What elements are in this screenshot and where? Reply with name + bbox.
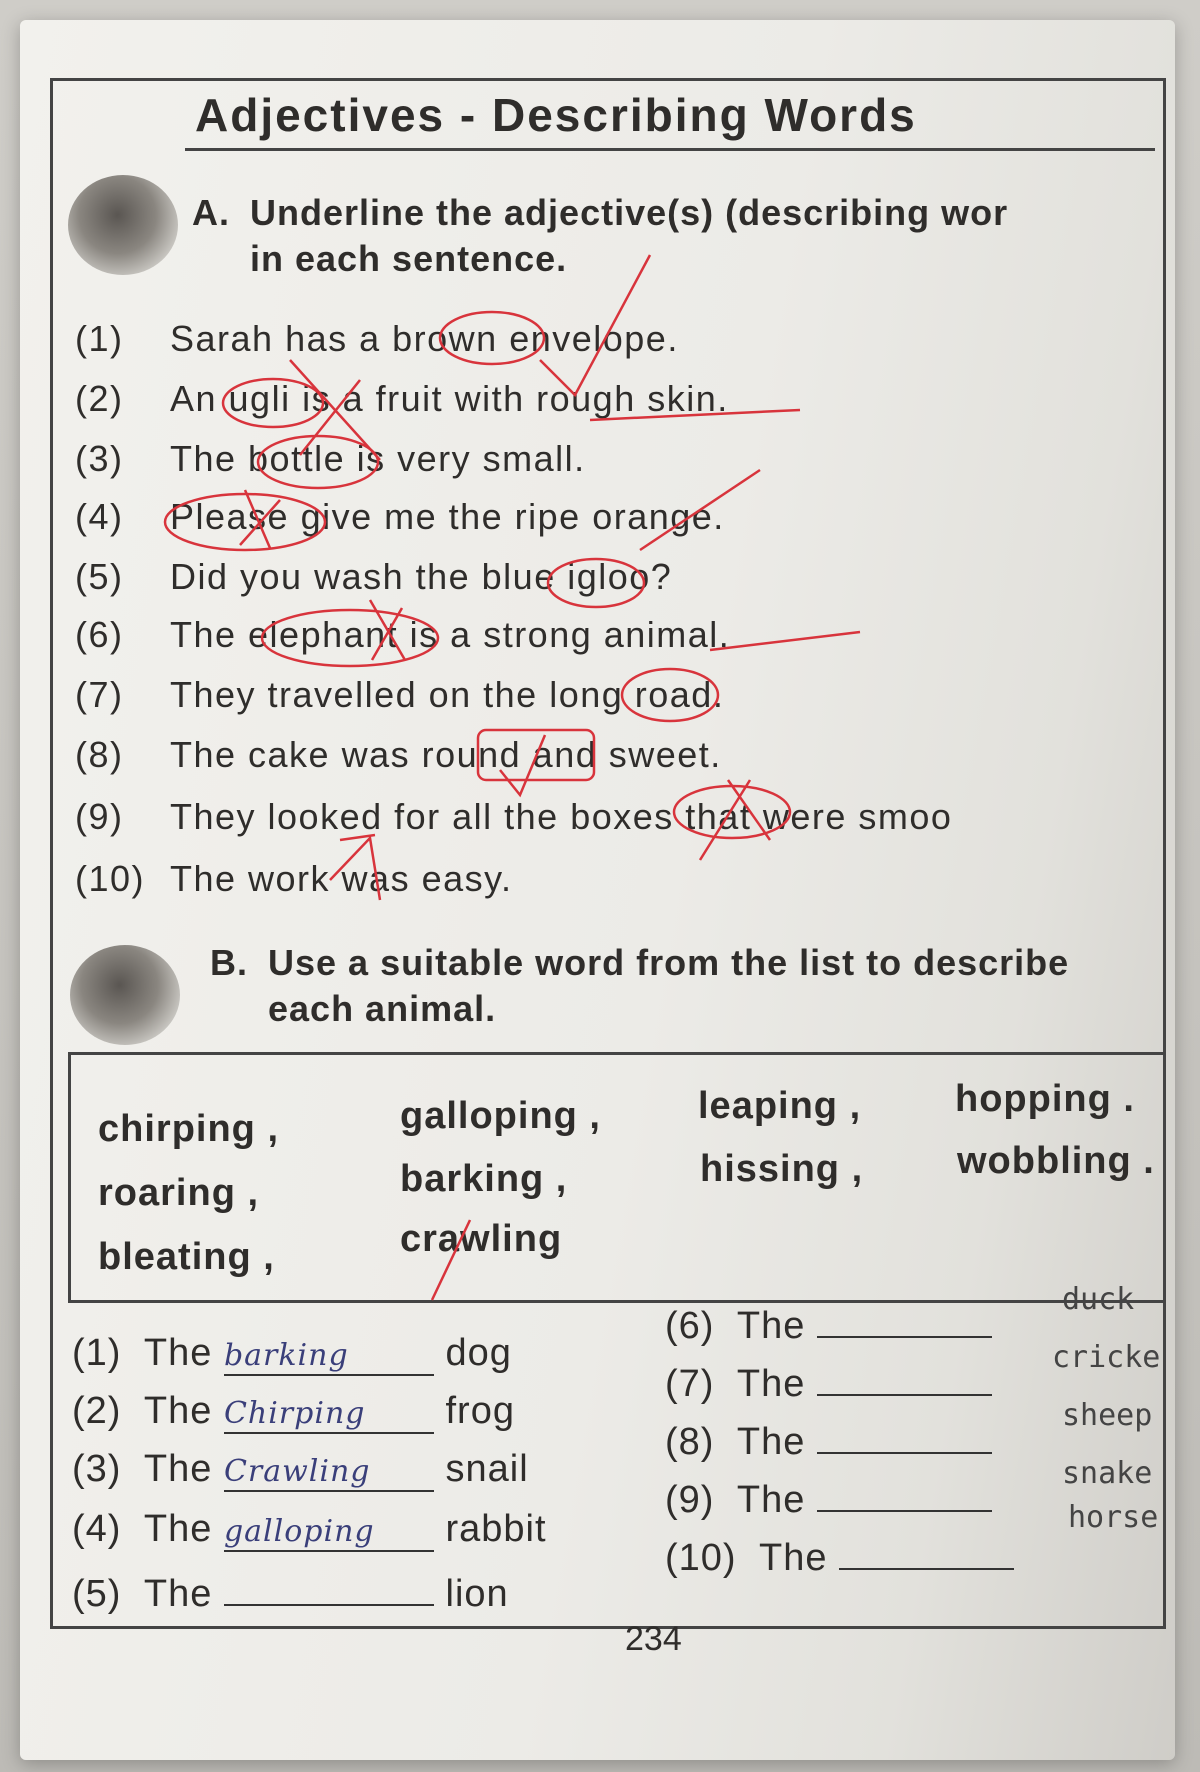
sentence-number: (7)	[75, 674, 124, 715]
animal-item-8	[665, 1416, 992, 1464]
sentence-3	[75, 438, 586, 480]
section-a-letter: A.	[192, 192, 230, 233]
animal-item-4	[72, 1508, 547, 1552]
sentence-1	[75, 318, 679, 360]
title-underline	[185, 148, 1155, 151]
sentence-text: The bottle is very small.	[170, 438, 586, 479]
item-the: The	[143, 1390, 213, 1432]
answer-field[interactable]	[817, 1474, 992, 1512]
item-animal: duck	[1062, 1282, 1135, 1317]
answer-field[interactable]	[839, 1532, 1014, 1570]
section-a-instruction-line1: Underline the adjective(s) (describing wor	[250, 192, 1009, 233]
item-the: The	[736, 1363, 806, 1405]
answer-field[interactable]: Crawling	[224, 1454, 434, 1492]
page-title: Adjectives - Describing Words	[195, 89, 917, 141]
sentence-text: They looked for all the boxes that were smoo	[170, 796, 953, 837]
item-animal: snake	[1062, 1456, 1153, 1491]
answer-field[interactable]: galloping	[224, 1514, 434, 1552]
item-the: The	[143, 1573, 213, 1615]
sentence-number: (2)	[75, 378, 124, 419]
sentence-text: Please give me the ripe orange.	[170, 496, 725, 537]
sentence-text: Did you wash the blue igloo?	[170, 556, 673, 597]
item-the: The	[736, 1421, 806, 1463]
item-the: The	[143, 1508, 213, 1550]
answer-field[interactable]	[817, 1300, 992, 1338]
item-the: The	[759, 1537, 828, 1579]
sentence-text: The work was easy.	[170, 858, 513, 899]
sentence-number: (10)	[75, 858, 146, 899]
sentence-2	[75, 378, 729, 420]
sentence-number: (6)	[75, 614, 124, 655]
word-roaring: roaring ,	[98, 1172, 260, 1214]
animal-item-9	[665, 1474, 992, 1522]
page-number: 234	[625, 1620, 682, 1658]
answer-field[interactable]	[224, 1568, 434, 1606]
item-animal: dog	[445, 1332, 512, 1374]
sentence-9	[75, 796, 952, 838]
word-hissing: hissing ,	[700, 1148, 864, 1190]
animal-item-6	[665, 1300, 992, 1348]
animal-item-3	[72, 1448, 529, 1492]
section-b-instruction	[210, 940, 1069, 1032]
section-b-letter: B.	[210, 942, 248, 983]
answer-field[interactable]: Chirping	[224, 1396, 434, 1434]
sentence-number: (8)	[75, 734, 124, 775]
sentence-number: (1)	[75, 318, 124, 359]
sentence-text: An ugli is a fruit with rough skin.	[170, 378, 729, 419]
sentence-8	[75, 734, 722, 776]
sentence-7	[75, 674, 724, 716]
item-number: (7)	[665, 1363, 715, 1405]
item-animal: snail	[445, 1448, 529, 1490]
animal-item-5	[72, 1568, 509, 1616]
word-galloping: galloping ,	[400, 1095, 601, 1137]
item-animal: cricke	[1052, 1340, 1161, 1375]
item-number: (6)	[665, 1305, 715, 1347]
owl-icon	[70, 945, 180, 1045]
word-leaping: leaping ,	[698, 1085, 862, 1127]
item-the: The	[143, 1332, 213, 1374]
animal-item-1	[72, 1332, 512, 1376]
sentence-number: (5)	[75, 556, 124, 597]
sentence-4	[75, 496, 725, 538]
word-chirping: chirping ,	[98, 1108, 279, 1150]
item-animal: rabbit	[445, 1508, 547, 1550]
item-animal: lion	[445, 1573, 509, 1615]
animal-item-2	[72, 1390, 515, 1434]
animal-item-7	[665, 1358, 992, 1406]
word-barking: barking ,	[400, 1158, 568, 1200]
word-crawling: crawling	[400, 1218, 563, 1260]
item-number: (5)	[72, 1573, 122, 1615]
answer-field[interactable]	[817, 1358, 992, 1396]
sentence-number: (3)	[75, 438, 124, 479]
sentence-5	[75, 556, 672, 598]
sentence-text: The elephant is a strong animal.	[170, 614, 731, 655]
animal-item-10	[665, 1532, 1014, 1580]
item-the: The	[736, 1305, 806, 1347]
word-hopping: hopping .	[955, 1078, 1135, 1120]
item-the: The	[143, 1448, 213, 1490]
sentence-10	[75, 858, 512, 900]
owl-icon	[68, 175, 178, 275]
item-number: (3)	[72, 1448, 122, 1490]
sentence-text: The cake was round and sweet.	[170, 734, 722, 775]
section-b-instruction-line1: Use a suitable word from the list to describe	[268, 942, 1070, 983]
item-animal: sheep	[1062, 1398, 1153, 1433]
section-b-instruction-line2: each animal.	[268, 988, 497, 1029]
sentence-text: They travelled on the long road.	[170, 674, 725, 715]
item-animal: horse	[1068, 1500, 1159, 1535]
item-animal: frog	[445, 1390, 515, 1432]
answer-field[interactable]	[817, 1416, 992, 1454]
item-number: (9)	[665, 1479, 715, 1521]
sentence-6	[75, 614, 730, 656]
word-bleating: bleating ,	[98, 1236, 275, 1278]
item-number: (2)	[72, 1390, 122, 1432]
sentence-text: Sarah has a brown envelope.	[170, 318, 679, 359]
item-number: (1)	[72, 1332, 122, 1374]
section-a-instruction	[192, 190, 1008, 282]
item-number: (4)	[72, 1508, 122, 1550]
sentence-number: (4)	[75, 496, 124, 537]
item-the: The	[736, 1479, 806, 1521]
item-number: (10)	[665, 1537, 737, 1579]
section-a-instruction-line2: in each sentence.	[250, 238, 568, 279]
item-number: (8)	[665, 1421, 715, 1463]
word-wobbling: wobbling .	[957, 1140, 1155, 1182]
sentence-number: (9)	[75, 796, 124, 837]
answer-field[interactable]: barking	[224, 1338, 434, 1376]
